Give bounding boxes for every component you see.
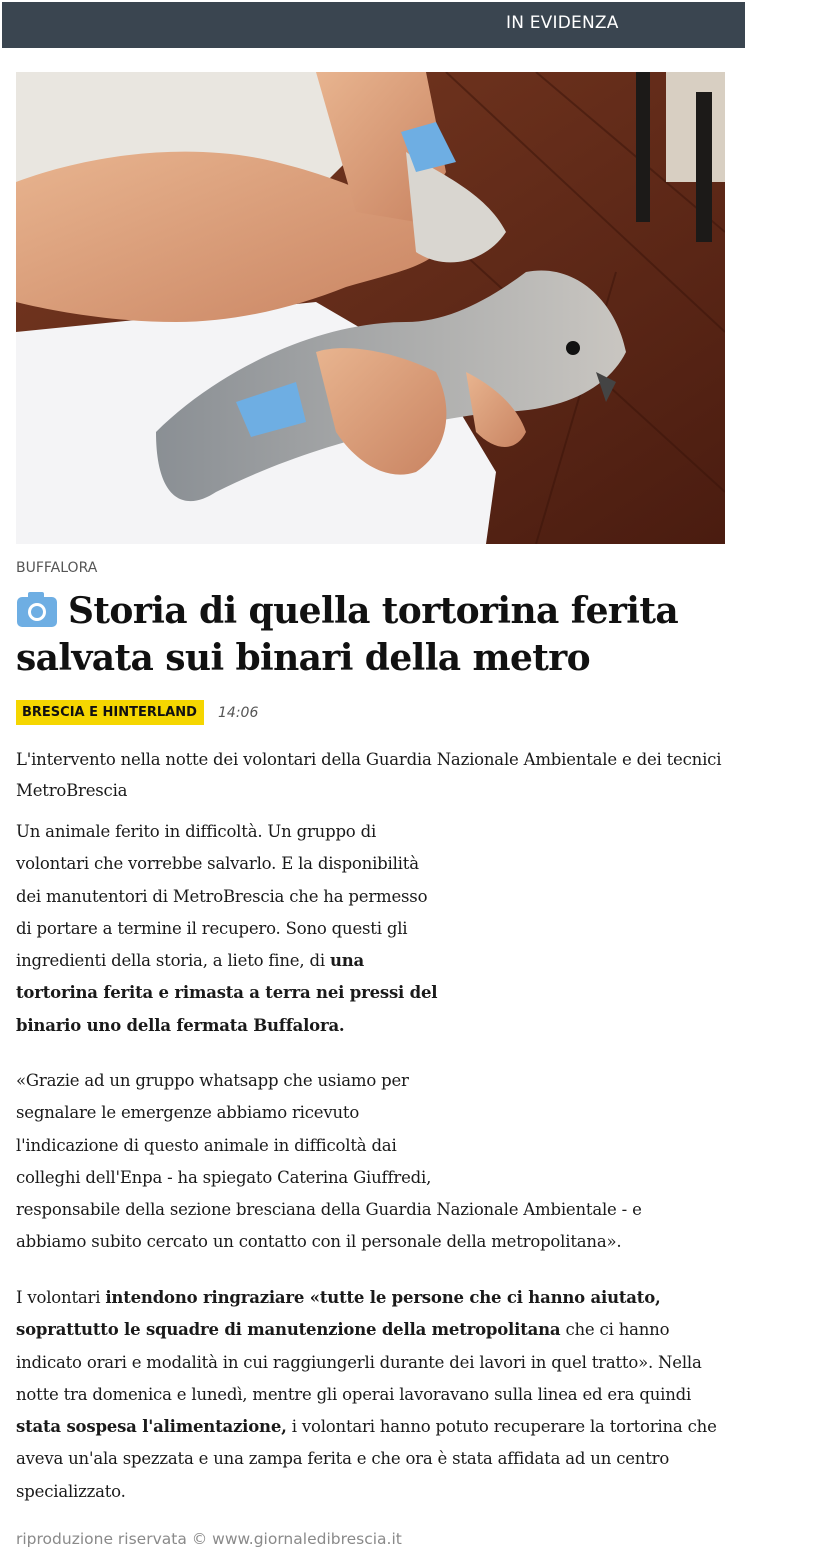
category-badge[interactable]: BRESCIA E HINTERLAND: [16, 700, 204, 725]
article-kicker[interactable]: BUFFALORA: [16, 560, 98, 576]
article-summary: L'intervento nella notte dei volontari della Guardia Nazionale Ambientale e dei tecnici MetroBrescia: [16, 750, 722, 800]
article-paragraph-3: I volontari intendono ringraziare «tutte le persone che ci hanno aiutato, soprattutto le squadre di manutenzione della metropolitana che ci hanno indicato orari e modalità in cui raggiungerli durante dei lavori in quel tratto». Nella notte tra domenica e lunedì, mentre gli operai lavoravano sulla linea ed era quindi stata sospesa l'alimentazione, i volontari hanno potuto recuperare la tortorina che aveva un'ala spezzata e una zampa ferita e che ora è stata affidata ad un centro specializzato.: [16, 1288, 717, 1501]
article-paragraph-2: «Grazie ad un gruppo whatsapp che usiamo per segnalare le emergenze abbiamo ricevuto l'indicazione di questo animale in difficoltà dai colleghi dell'Enpa - ha spiegato Caterina Giuffredi, responsabile della sezione bresciana della Guardia Nazionale Ambientale - e abbiamo subito cercato un contatto con il personale della metropolitana».: [16, 1071, 642, 1252]
article-photo[interactable]: [16, 72, 725, 544]
camera-icon: [16, 591, 58, 628]
article-meta: [16, 700, 258, 726]
in-evidenza-tab[interactable]: IN EVIDENZA: [506, 13, 619, 33]
publish-time: 14:06: [218, 704, 259, 721]
dove-photo-icon: [16, 72, 725, 544]
article-headline[interactable]: [16, 588, 736, 682]
headline-line-1: Storia di quella tortorina ferita: [68, 590, 679, 632]
article-paragraph-1: Un animale ferito in difficoltà. Un gruppo di volontari che vorrebbe salvarlo. E la disponibilità dei manutentori di MetroBrescia che ha permesso di portare a termine il recupero. Sono questi gli ingredienti della storia, a lieto fine, di una tortorina ferita e rimasta a terra nei pressi del binario uno della fermata Buffalora.: [16, 822, 438, 1035]
top-bar: [2, 2, 745, 48]
copyright-footer: riproduzione riservata © www.giornaledibrescia.it: [16, 1530, 402, 1548]
headline-line-2: salvata sui binari della metro: [16, 637, 591, 679]
